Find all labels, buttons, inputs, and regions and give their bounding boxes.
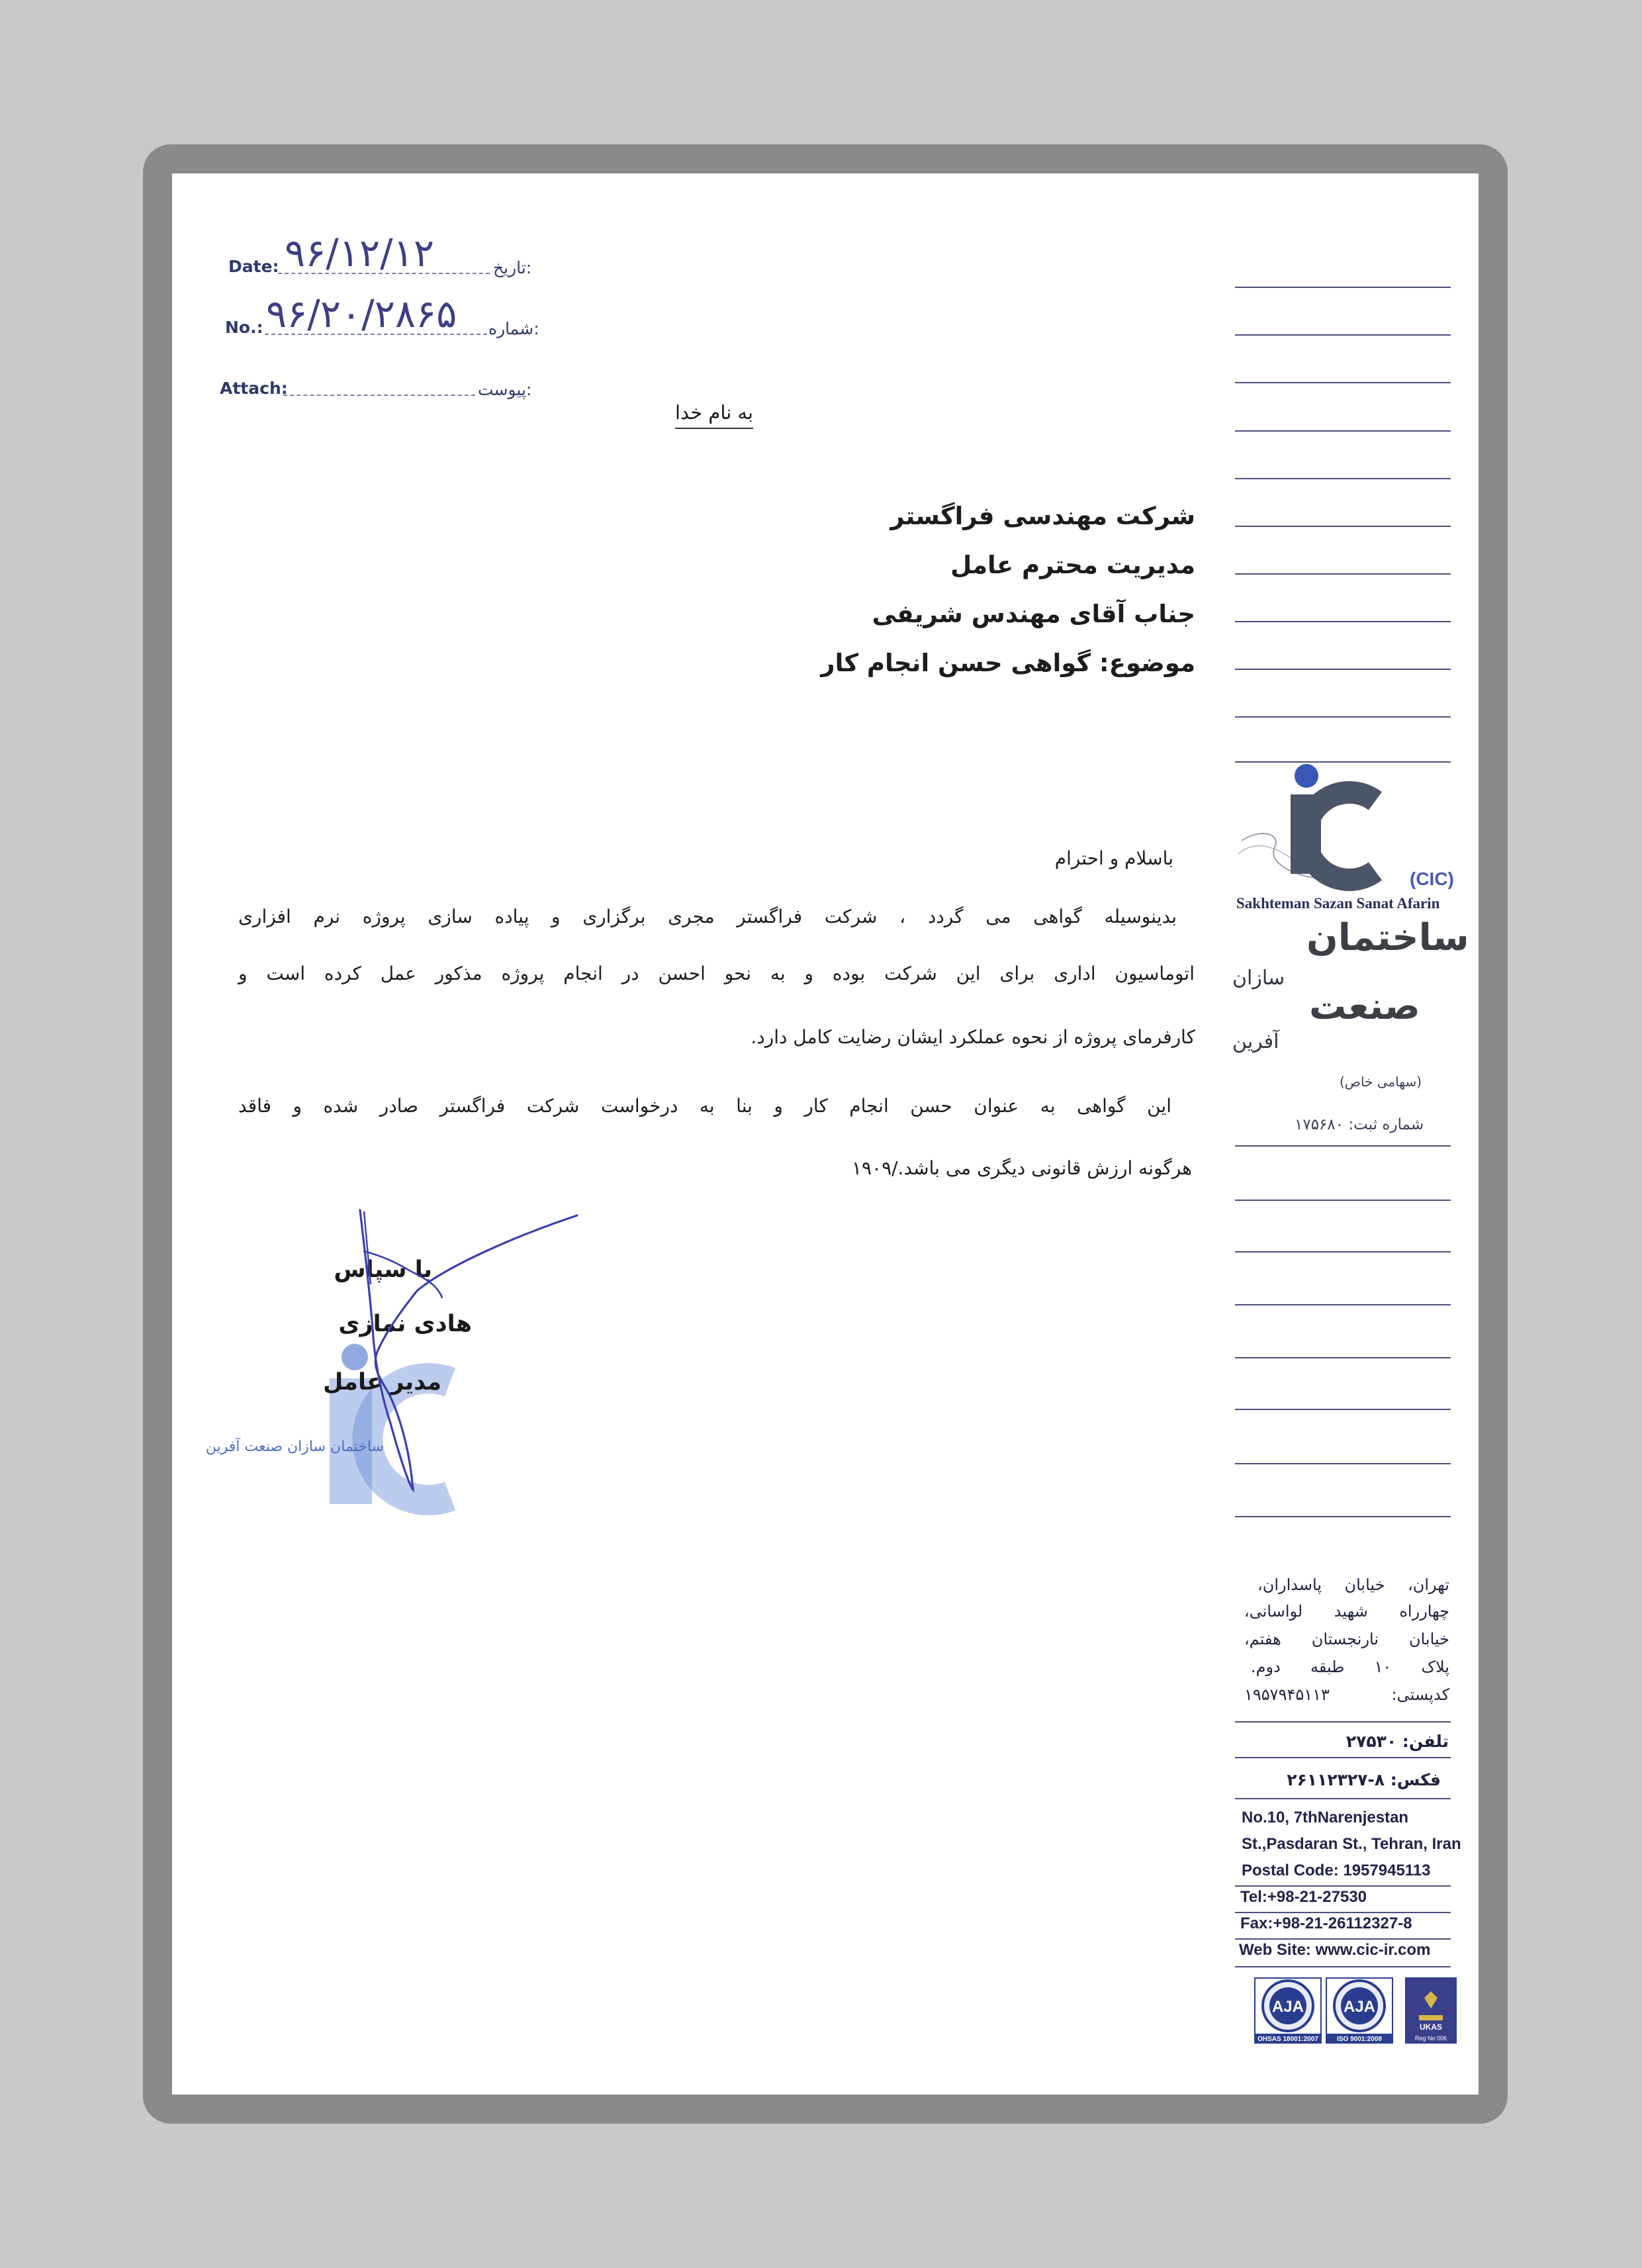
website-en[interactable]: Web Site: www.cic-ir.com — [1239, 1941, 1431, 1959]
number-label-fa: شماره: — [488, 319, 539, 338]
address-fa-4: پلاک ۱۰ طبقه دوم. — [1251, 1658, 1449, 1676]
badge-1-text: AJA — [1271, 1998, 1304, 2016]
address-en-1: No.10, 7thNarenjestan — [1242, 1809, 1409, 1826]
attach-label-en: Attach: — [220, 379, 288, 398]
sidebar-rule — [1235, 1966, 1451, 1967]
cic-logo — [1235, 761, 1460, 887]
attach-label-fa: پیوست: — [478, 380, 532, 399]
sidebar-rule — [1235, 1251, 1451, 1252]
sidebar-rule — [1235, 1304, 1451, 1305]
sidebar-rule — [1235, 382, 1451, 383]
recipient-person: جناب آقای مهندس شریفی — [872, 600, 1195, 628]
company-name-fa-2: سازان — [1232, 967, 1285, 990]
date-value: ۹۶/۱۲/۱۲ — [285, 230, 434, 275]
company-name-fa-4: آفرین — [1232, 1030, 1279, 1053]
sidebar-rule — [1235, 1200, 1451, 1201]
sidebar-rule — [1235, 1757, 1451, 1758]
ohsas-badge-icon — [1255, 1978, 1321, 2043]
sidebar-rule — [1235, 334, 1451, 336]
sidebar-rule — [1235, 716, 1451, 718]
body-line-4: این گواهی به عنوان حسن انجام کار و بنا به درخواست شرکت فراگستر صادر شده و فاقد — [238, 1095, 1171, 1117]
letter-paper — [172, 173, 1479, 2095]
badge-3-caption: UKAS — [1419, 2022, 1443, 2032]
postal-code-en: Postal Code: 1957945113 — [1242, 1862, 1431, 1879]
signer-title: مدیر عامل — [323, 1369, 441, 1395]
date-label-fa: تاریخ: — [493, 258, 532, 277]
fax-en: Fax:+98-21-26112327-8 — [1240, 1914, 1412, 1932]
body-line-2: اتوماسیون اداری برای این شرکت بوده و به نحو احسن در انجام پروژه مذکور عمل کرده است و — [238, 963, 1195, 984]
company-type: (سهامی خاص) — [1340, 1074, 1422, 1090]
stamp-text: ساختمان سازان صنعت آفرین — [205, 1439, 384, 1455]
sidebar-rule — [1235, 1357, 1451, 1358]
iso-badge-icon — [1326, 1978, 1392, 2043]
sidebar-rule — [1235, 1409, 1451, 1410]
badge-2-text: AJA — [1343, 1998, 1376, 2016]
sidebar-rule — [1235, 1721, 1451, 1723]
sidebar-rule — [1235, 1912, 1451, 1913]
bismillah: به نام خدا — [675, 401, 753, 429]
body-line-3: کارفرمای پروژه از نحوه عملکرد ایشان رضایت کامل دارد. — [751, 1026, 1195, 1048]
handwritten-signature — [344, 1205, 596, 1496]
sidebar-rule — [1235, 1463, 1451, 1464]
certification-badges — [1254, 1977, 1459, 2046]
sidebar-rule — [1235, 430, 1451, 432]
badge-2-caption: ISO 9001:2008 — [1337, 2036, 1382, 2043]
sidebar-rule — [1235, 526, 1451, 527]
attach-dash-line — [283, 380, 475, 396]
letter-subject: موضوع: گواهی حسن انجام کار — [821, 649, 1195, 677]
greeting: باسلام و احترام — [1054, 847, 1173, 869]
company-name-en: Sakhteman Sazan Sanat Afarin — [1236, 895, 1440, 912]
sidebar-rule — [1235, 1885, 1451, 1887]
recipient-position: مدیریت محترم عامل — [950, 551, 1195, 579]
number-value: ۹۶/۲۰/۲۸۶۵ — [266, 291, 457, 336]
sidebar-rule — [1235, 669, 1451, 670]
date-label-en: Date: — [228, 257, 279, 276]
signature-closing: با سپاس — [334, 1256, 432, 1283]
sidebar-rule — [1235, 478, 1451, 479]
sidebar-rule — [1235, 1516, 1451, 1517]
tel-en: Tel:+98-21-27530 — [1240, 1888, 1367, 1906]
body-line-5: هرگونه ارزش قانونی دیگری می باشد./۱۹۰۹ — [851, 1157, 1192, 1179]
ukas-badge-icon — [1406, 1978, 1456, 2043]
registration-number: شماره ثبت: ۱۷۵۶۸۰ — [1295, 1116, 1424, 1133]
postal-code-fa: کدپستی: ۱۹۵۷۹۴۵۱۱۳ — [1244, 1685, 1449, 1704]
recipient-company: شرکت مهندسی فراگستر — [890, 502, 1195, 530]
company-name-fa-1: ساختمان — [1306, 916, 1469, 959]
fax-fa: فکس: ۸-۲۶۱۱۲۳۲۷ — [1287, 1770, 1441, 1789]
company-name-fa-3: صنعت — [1309, 985, 1420, 1028]
sidebar-rule — [1235, 1798, 1451, 1799]
body-line-1: بدینوسیله گواهی می گردد ، شرکت فراگستر مجری برگزاری و پیاده سازی پروژه نرم افزاری — [238, 906, 1177, 927]
address-fa-1: تهران، خیابان پاسداران، — [1257, 1576, 1449, 1594]
signer-name: هادی نمازی — [338, 1311, 472, 1337]
sidebar-rule — [1235, 1145, 1451, 1147]
badge-1-caption: OHSAS 18001:2007 — [1257, 2036, 1318, 2043]
address-fa-3: خیابان نارنجستان هفتم، — [1244, 1630, 1449, 1648]
logo-abbr: (CIC) — [1410, 869, 1454, 889]
number-label-en: No.: — [225, 318, 263, 337]
phone-fa: تلفن: ۲۷۵۳۰ — [1346, 1732, 1449, 1751]
address-en-2: St.,Pasdaran St., Tehran, Iran — [1242, 1835, 1461, 1853]
address-fa-2: چهارراه شهید لواسانی، — [1244, 1602, 1449, 1621]
sidebar-rule — [1235, 1938, 1451, 1940]
sidebar-rule — [1235, 573, 1451, 575]
sidebar-rule — [1235, 621, 1451, 622]
badge-3-reg: Reg No 006 — [1414, 2035, 1447, 2042]
sidebar-rule — [1235, 287, 1451, 288]
